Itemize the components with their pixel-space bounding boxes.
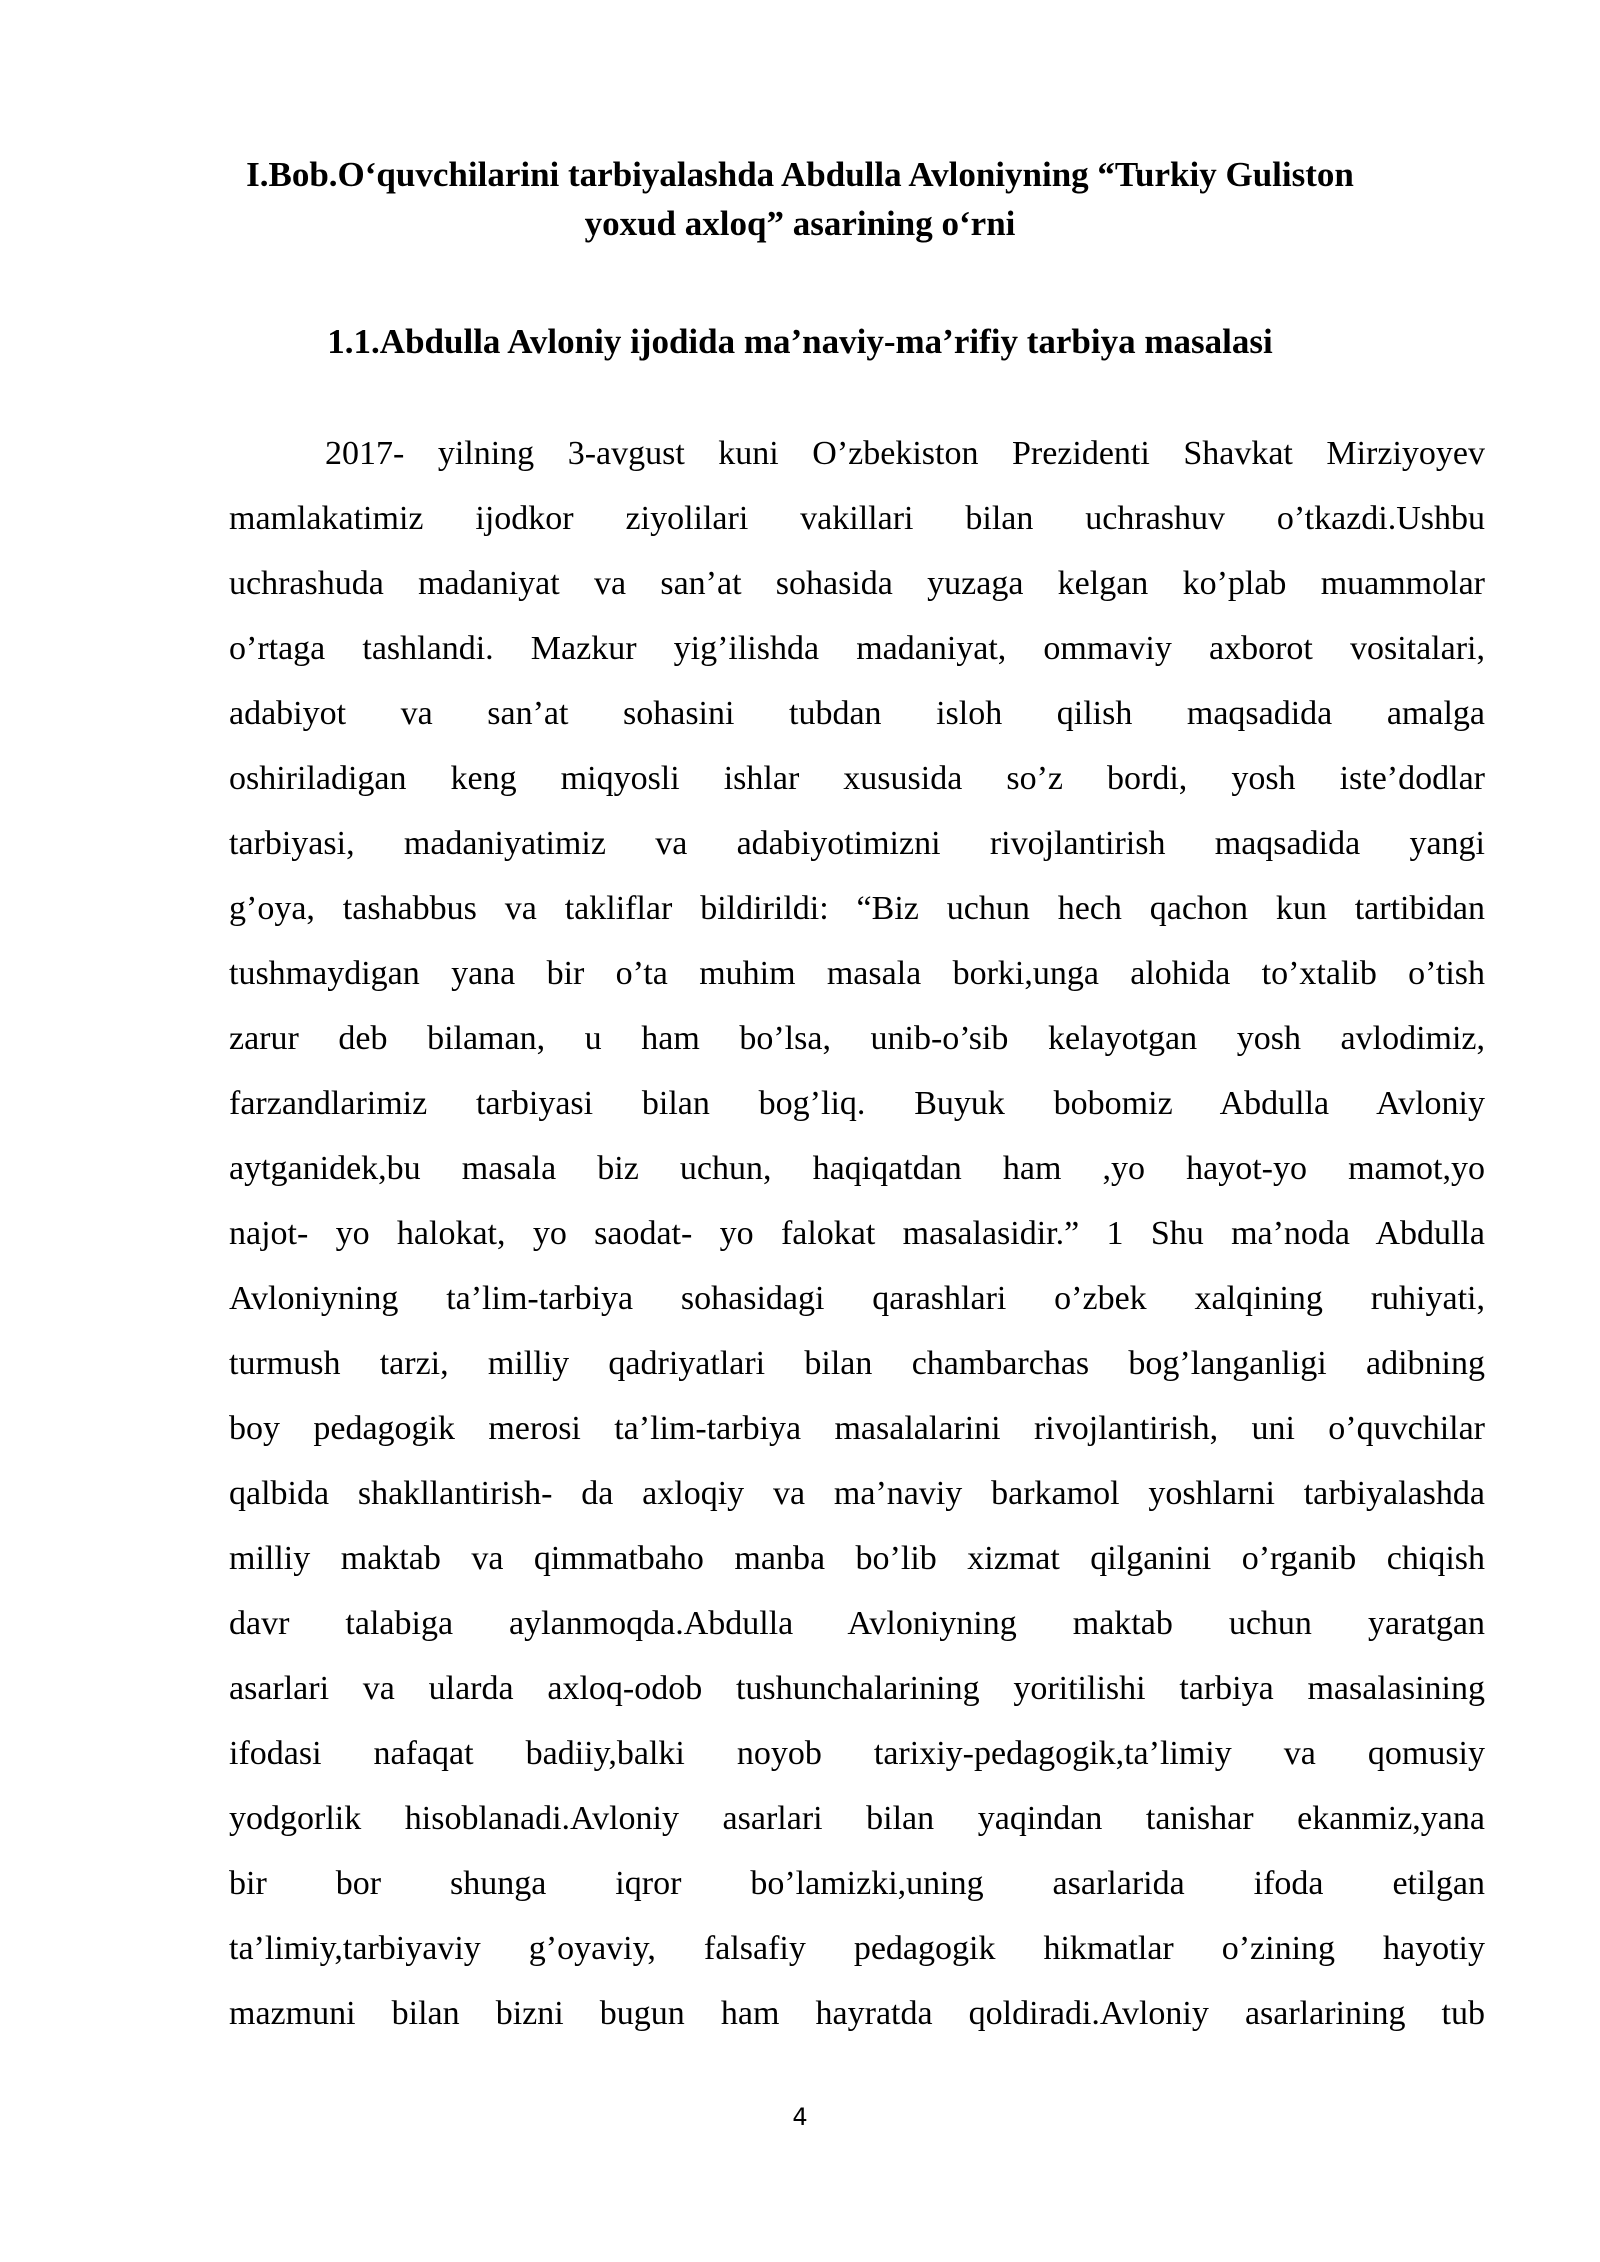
paragraph-line: mamlakatimiz ijodkor ziyolilari vakillari bilan uchrashuv o’tkazdi.Ushbu [229,500,1485,537]
paragraph-line: adabiyot va san’at sohasini tubdan isloh qilish maqsadida amalga [229,695,1485,732]
chapter-title-line-2: yoxud axloq” asarining o‘rni [584,204,1016,243]
paragraph-line: tushmaydigan yana bir o’ta muhim masala borki,unga alohida to’xtalib o’tish [229,955,1485,992]
paragraph-line: 2017- yilning 3-avgust kuni O’zbekiston Prezidenti Shavkat Mirziyoyev [325,435,1485,472]
paragraph-line: oshiriladigan keng miqyosli ishlar xususida so’z bordi, yosh iste’dodlar [229,760,1485,797]
paragraph-line: turmush tarzi, milliy qadriyatlari bilan chambarchas bog’langanligi adibning [229,1345,1485,1382]
chapter-title [200,150,1400,248]
paragraph-line: ifodasi nafaqat badiiy,balki noyob tarixiy-pedagogik,ta’limiy va qomusiy [229,1735,1485,1772]
section-title: 1.1.Abdulla Avloniy ijodida ma’naviy-ma’rifiy tarbiya masalasi [327,322,1273,361]
page-number: 4 [792,2103,808,2131]
chapter-title-line-1: I.Bob.O‘quvchilarini tarbiyalashda Abdulla Avloniyning “Turkiy Guliston [246,155,1354,194]
paragraph-line: boy pedagogik merosi ta’lim-tarbiya masalalarini rivojlantirish, uni o’quvchilar [229,1410,1485,1447]
paragraph-line: najot- yo halokat, yo saodat- yo falokat masalasidir.” 1 Shu ma’noda Abdulla [229,1215,1485,1252]
paragraph-line: g’oya, tashabbus va takliflar bildirildi: “Biz uchun hech qachon kun tartibidan [229,890,1485,927]
paragraph-line: yodgorlik hisoblanadi.Avloniy asarlari bilan yaqindan tanishar ekanmiz,yana [229,1800,1485,1837]
paragraph-line: tarbiyasi, madaniyatimiz va adabiyotimizni rivojlantirish maqsadida yangi [229,825,1485,862]
paragraph-line: o’rtaga tashlandi. Mazkur yig’ilishda madaniyat, ommaviy axborot vositalari, [229,630,1485,667]
paragraph-line: uchrashuda madaniyat va san’at sohasida yuzaga kelgan ko’plab muammolar [229,565,1485,602]
paragraph-line: farzandlarimiz tarbiyasi bilan bog’liq. Buyuk bobomiz Abdulla Avloniy [229,1085,1485,1122]
paragraph-line: zarur deb bilaman, u ham bo’lsa, unib-o’sib kelayotgan yosh avlodimiz, [229,1020,1485,1057]
paragraph-line: bir bor shunga iqror bo’lamizki,uning asarlarida ifoda etilgan [229,1865,1485,1902]
paragraph-line: milliy maktab va qimmatbaho manba bo’lib xizmat qilganini o’rganib chiqish [229,1540,1485,1577]
paragraph-line: aytganidek,bu masala biz uchun, haqiqatdan ham ,yo hayot-yo mamot,yo [229,1150,1485,1187]
paragraph-line: asarlari va ularda axloq-odob tushunchalarining yoritilishi tarbiya masalasining [229,1670,1485,1707]
body-paragraph [229,421,1485,2046]
paragraph-line: Avloniyning ta’lim-tarbiya sohasidagi qarashlari o’zbek xalqining ruhiyati, [229,1280,1485,1317]
paragraph-line: qalbida shakllantirish- da axloqiy va ma’naviy barkamol yoshlarni tarbiyalashda [229,1475,1485,1512]
paragraph-line: davr talabiga aylanmoqda.Abdulla Avloniyning maktab uchun yaratgan [229,1605,1485,1642]
paragraph-line: mazmuni bilan bizni bugun ham hayratda qoldiradi.Avloniy asarlarining tub [229,1995,1485,2032]
paragraph-line: ta’limiy,tarbiyaviy g’oyaviy, falsafiy pedagogik hikmatlar o’zining hayotiy [229,1930,1485,1967]
